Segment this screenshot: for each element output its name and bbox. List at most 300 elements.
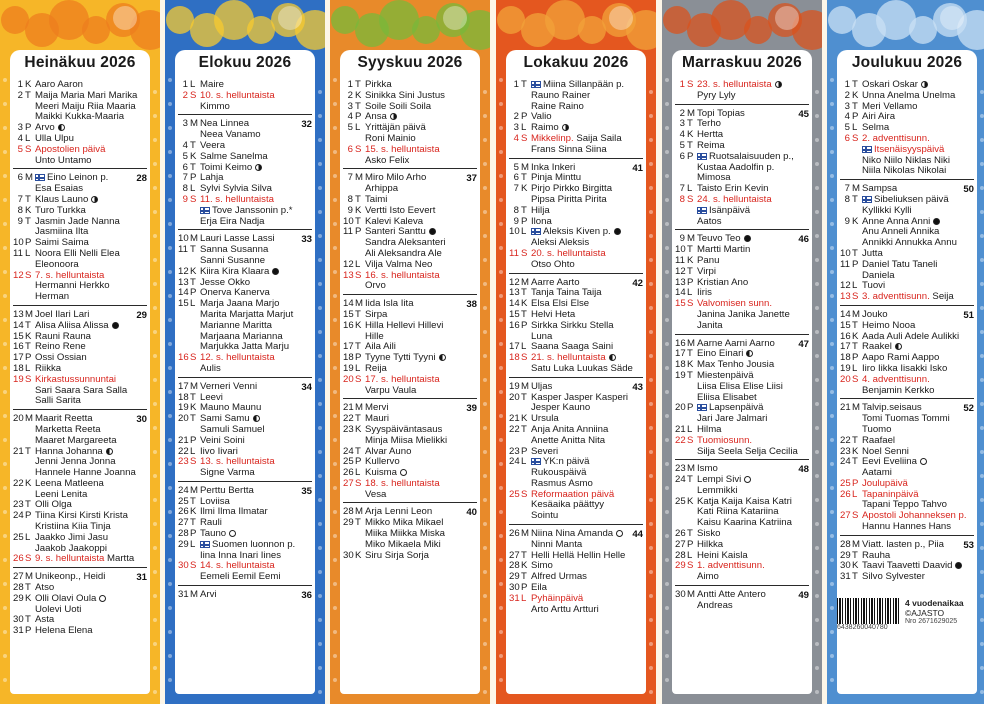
day-row	[178, 195, 312, 206]
name-text: Eino Einari	[697, 349, 744, 360]
name-day-text	[364, 342, 477, 353]
day-row	[13, 386, 147, 397]
decor-dot	[649, 642, 653, 646]
day-number: 7	[844, 183, 850, 195]
name-text: Kimmo	[200, 101, 230, 112]
day-row	[13, 217, 147, 228]
decor-dot	[499, 534, 503, 538]
weekday-letter: K	[521, 560, 528, 572]
decor-dot	[333, 174, 337, 178]
name-day-text	[364, 206, 477, 217]
name-text: Aarre Aarto	[531, 277, 580, 288]
weekday-letter: T	[687, 244, 693, 256]
week-block	[178, 234, 312, 377]
day-row	[178, 234, 312, 245]
decor-dot	[333, 318, 337, 322]
weekday-letter: K	[25, 330, 32, 342]
day-number: 4	[347, 111, 353, 123]
decor-dot	[153, 186, 157, 190]
decor-dot	[980, 402, 984, 406]
name-text: Aleksis Kiven p.	[543, 227, 611, 238]
decor-blob	[663, 6, 691, 34]
decor-dot	[665, 654, 669, 658]
day-number	[509, 145, 519, 156]
day-row	[675, 486, 809, 497]
decor-dot	[980, 522, 984, 526]
name-day-text	[696, 572, 809, 583]
decor-dot	[318, 138, 322, 142]
day-row	[675, 425, 809, 436]
name-text: Ansa	[365, 112, 387, 123]
name-day-text	[199, 119, 312, 130]
day-row	[675, 551, 809, 562]
moon-phase-half-icon	[775, 81, 782, 88]
decor-dot	[649, 546, 653, 550]
moon-phase-new-icon	[112, 322, 119, 329]
weekday-letter: T	[355, 215, 361, 227]
decor-dot	[830, 366, 834, 370]
name-text: 12. s. helluntaista	[200, 353, 275, 364]
decor-dot	[168, 510, 172, 514]
weekday-letter: L	[355, 467, 361, 479]
footer-row	[837, 598, 977, 631]
day-number: 28	[178, 528, 189, 540]
weekday-letter: M	[521, 380, 529, 392]
name-text: Olli Olga	[35, 500, 72, 511]
name-day-text	[861, 353, 974, 364]
day-row	[13, 447, 147, 458]
decor-dot	[815, 402, 819, 406]
weekday-letter	[519, 364, 530, 375]
day-row	[343, 112, 477, 123]
name-day-text	[696, 371, 809, 382]
name-text: Maija Maria Mari Marika	[35, 90, 138, 101]
decor-dot	[499, 414, 503, 418]
day-number: 10	[509, 226, 520, 238]
day-number	[509, 364, 519, 375]
name-day-text	[364, 436, 477, 447]
day-row	[343, 123, 477, 134]
name-day-text	[861, 540, 974, 551]
week-block	[13, 310, 147, 410]
day-number: 18	[675, 359, 686, 371]
decor-dot	[665, 102, 669, 106]
day-number	[840, 206, 850, 217]
day-row	[343, 479, 477, 490]
name-text: Valvomisen sunn.	[697, 299, 773, 310]
day-number: 16	[178, 352, 189, 364]
day-row	[13, 292, 147, 303]
decor-dot	[649, 426, 653, 430]
day-number: 4	[679, 129, 685, 141]
day-row	[840, 145, 974, 156]
day-row	[509, 278, 643, 289]
weekday-letter: M	[355, 298, 363, 310]
month-title: Elokuu 2026	[198, 54, 292, 71]
decor-dot	[153, 330, 157, 334]
name-text: Sari Saara Sara Salla	[35, 385, 128, 396]
weekday-letter: M	[852, 183, 860, 195]
day-row	[343, 227, 477, 238]
weekday-letter: T	[25, 341, 31, 353]
week-block	[840, 80, 974, 180]
decor-dot	[333, 126, 337, 130]
decor-dot	[980, 642, 984, 646]
day-row	[840, 522, 974, 533]
moon-phase-new-icon	[272, 268, 279, 275]
weekday-letter: T	[852, 79, 858, 90]
day-number: 24	[13, 510, 24, 522]
day-row	[840, 500, 974, 511]
name-day-text	[199, 403, 312, 414]
name-text: Santeri Santtu	[365, 227, 426, 238]
name-text: Alfred Urmas	[531, 572, 587, 583]
name-day-text	[199, 310, 312, 321]
name-day-text	[364, 551, 477, 562]
day-row	[675, 321, 809, 332]
weekday-letter: T	[355, 517, 361, 529]
weekday-letter: K	[25, 477, 32, 489]
weekday-letter: S	[355, 269, 362, 281]
day-number: 6	[844, 132, 850, 144]
weekday-letter: T	[521, 204, 527, 216]
day-row	[178, 436, 312, 447]
name-text: Jari Jare Jalmari	[697, 414, 768, 425]
decor-dot	[168, 126, 172, 130]
decor-dot	[153, 570, 157, 574]
name-day-text	[861, 206, 974, 217]
decor-dot	[153, 354, 157, 358]
day-number: 28	[13, 582, 24, 594]
name-day-text	[530, 278, 643, 289]
day-row	[509, 134, 643, 145]
day-row	[840, 457, 974, 468]
decor-dot	[333, 606, 337, 610]
decor-dot	[168, 558, 172, 562]
decor-dot	[499, 438, 503, 442]
day-row	[509, 145, 643, 156]
decor-dot	[649, 210, 653, 214]
decor-sun	[940, 6, 964, 30]
finnish-flag-icon	[35, 174, 45, 181]
day-row	[840, 342, 974, 353]
decor-dot	[499, 246, 503, 250]
day-row	[675, 80, 809, 91]
decor-dot	[649, 138, 653, 142]
name-text: Neea Vanamo	[200, 130, 261, 141]
day-number: 7	[182, 172, 188, 184]
decor-dot	[665, 78, 669, 82]
week-block	[509, 382, 643, 525]
weekday-letter: P	[190, 528, 197, 540]
day-number	[840, 386, 850, 397]
name-text: Pinja Minttu	[531, 173, 582, 184]
name-day-text	[696, 256, 809, 267]
day-row	[343, 403, 477, 414]
weekday-letter: M	[25, 571, 33, 583]
name-day-text	[34, 511, 147, 522]
decor-dot	[830, 510, 834, 514]
decor-dot	[153, 546, 157, 550]
day-row	[509, 529, 643, 540]
day-number: 5	[17, 143, 23, 155]
day-number	[675, 91, 685, 102]
weekday-letter: P	[687, 402, 694, 414]
weekday-letter: P	[687, 150, 694, 162]
name-day-text	[199, 572, 312, 583]
decor-dot	[318, 498, 322, 502]
weekday-letter: M	[190, 118, 198, 130]
day-number: 1	[844, 79, 850, 90]
day-row	[343, 260, 477, 271]
decor-dot	[665, 678, 669, 682]
week-block	[675, 80, 809, 105]
day-row	[178, 310, 312, 321]
day-number: 26	[509, 528, 520, 540]
finnish-flag-icon	[200, 541, 210, 548]
decor-dot	[318, 282, 322, 286]
decor-dot	[649, 522, 653, 526]
day-number: 29	[509, 571, 520, 583]
name-text: Andreas	[697, 600, 733, 611]
name-text: Syyspäiväntasaus	[365, 424, 443, 435]
decor-dot	[333, 246, 337, 250]
day-number: 20	[675, 402, 686, 414]
name-day-text	[530, 561, 643, 572]
name-day-text	[364, 271, 477, 282]
decor-dot	[483, 474, 487, 478]
day-row	[675, 507, 809, 518]
day-number: 27	[840, 510, 851, 522]
day-number: 24	[675, 474, 686, 486]
finnish-flag-icon	[531, 228, 541, 235]
moon-phase-new-icon	[744, 235, 751, 242]
name-day-text	[34, 145, 147, 156]
name-day-text	[861, 375, 974, 386]
decor-dot	[483, 378, 487, 382]
moon-phase-new-icon	[614, 228, 621, 235]
name-day-text	[34, 375, 147, 386]
barcode-number: 6438260040780	[837, 624, 888, 631]
name-day-text	[530, 540, 643, 551]
decor-dot	[318, 522, 322, 526]
name-text: Jouko	[862, 309, 888, 320]
weekday-letter	[519, 500, 530, 511]
day-row	[178, 590, 312, 601]
name-day-text	[199, 130, 312, 141]
weekday-letter	[188, 321, 199, 332]
day-row	[509, 468, 643, 479]
finnish-flag-icon	[531, 81, 541, 88]
day-row	[13, 544, 147, 555]
day-number: 18	[13, 362, 24, 374]
name-text: Uolevi Uoti	[35, 604, 82, 615]
decor-dot	[333, 654, 337, 658]
day-number: 27	[13, 571, 24, 583]
name-text: Tyyne Tytti Tyyni	[365, 353, 436, 364]
name-text: Jesper Kauno	[531, 403, 591, 414]
decor-blob	[82, 16, 110, 44]
day-row	[13, 206, 147, 217]
day-row	[675, 130, 809, 141]
day-row	[675, 173, 809, 184]
name-day-text	[861, 436, 974, 447]
name-text: Siru Sirja Sorja	[365, 550, 429, 561]
name-text: Turo Turkka	[35, 205, 86, 216]
weekday-letter: P	[521, 319, 528, 331]
weekday-letter: L	[355, 258, 361, 270]
weekday-letter: M	[25, 308, 33, 320]
name-text: Daniela	[862, 270, 895, 281]
name-text: Anne Anna Anni	[862, 216, 931, 227]
day-row	[13, 522, 147, 533]
decor-dot	[318, 618, 322, 622]
day-row	[509, 382, 643, 393]
day-row	[509, 260, 643, 271]
day-row	[13, 271, 147, 282]
name-text: Veini Soini	[200, 435, 245, 446]
weekday-letter: P	[25, 237, 32, 249]
name-text: Mauri	[365, 414, 389, 425]
name-day-text	[530, 511, 643, 522]
name-text: Kesäaika päättyy	[531, 500, 605, 511]
weekday-letter	[850, 386, 861, 397]
day-number: 16	[343, 319, 354, 331]
decor-dot	[649, 378, 653, 382]
name-text: Ninni Manta	[531, 539, 583, 550]
decor-dot	[499, 606, 503, 610]
decor-dot	[980, 546, 984, 550]
weekday-letter: S	[687, 434, 694, 446]
day-number	[840, 166, 850, 177]
decor-dot	[318, 570, 322, 574]
name-day-text	[530, 403, 643, 414]
name-day-text	[530, 80, 643, 91]
decor-dot	[830, 462, 834, 466]
weekday-letter	[685, 91, 696, 102]
name-day-text	[199, 342, 312, 353]
decor-dot	[153, 666, 157, 670]
weekday-letter: T	[521, 172, 527, 184]
finnish-flag-icon	[862, 196, 872, 203]
day-number: 12	[343, 258, 354, 270]
day-number: 25	[178, 495, 189, 507]
day-number: 17	[675, 348, 686, 360]
day-row	[840, 134, 974, 145]
day-number: 27	[343, 477, 354, 489]
weekday-letter: M	[852, 538, 860, 550]
day-row	[13, 583, 147, 594]
name-day-text	[34, 184, 147, 195]
month-strip-5	[662, 0, 822, 704]
name-text: Tanja Taina Taija	[531, 288, 602, 299]
day-number: 30	[509, 582, 520, 594]
day-number: 9	[17, 215, 23, 227]
decor-dot	[483, 186, 487, 190]
decor-dot	[168, 78, 172, 82]
name-day-text	[364, 80, 477, 91]
decor-dot	[830, 78, 834, 82]
name-text: Noora Elli Nelli Elea	[35, 248, 120, 259]
name-day-text	[696, 206, 809, 217]
decor-dot	[3, 174, 7, 178]
name-text: Taisto Erin Kevin	[697, 184, 769, 195]
day-row	[178, 299, 312, 310]
moon-phase-new-icon	[933, 218, 940, 225]
moon-phase-half-icon	[255, 164, 262, 171]
name-text: Martti Martin	[697, 245, 751, 256]
week-block	[13, 173, 147, 306]
decor-dot	[830, 126, 834, 130]
name-text: Tuomiosunn.	[697, 435, 753, 446]
day-row	[178, 382, 312, 393]
decor-dot	[168, 366, 172, 370]
day-number: 20	[509, 391, 520, 403]
name-day-text	[696, 601, 809, 612]
day-row	[509, 91, 643, 102]
day-row	[343, 91, 477, 102]
day-row	[509, 112, 643, 123]
weekday-letter: T	[687, 348, 693, 360]
name-suffix: Saija Saila	[573, 133, 622, 144]
day-number	[840, 227, 850, 238]
name-text: 18. s. helluntaista	[365, 478, 440, 489]
decor-dot	[499, 150, 503, 154]
day-number	[13, 457, 23, 468]
name-day-text	[34, 102, 147, 113]
decor-dot	[830, 558, 834, 562]
day-row	[13, 227, 147, 238]
decor-dot	[665, 630, 669, 634]
name-day-text	[861, 511, 974, 522]
product-name: 4 vuodenaikaa	[905, 598, 964, 608]
name-text: Kustaa Aadolfin p.	[697, 162, 775, 173]
decor-dot	[830, 270, 834, 274]
day-number: 21	[178, 434, 189, 446]
day-number: 2	[347, 89, 353, 101]
day-row	[675, 601, 809, 612]
decor-dot	[3, 534, 7, 538]
name-day-text	[530, 112, 643, 123]
weekday-letter: M	[521, 276, 529, 288]
weekday-letter: M	[852, 402, 860, 414]
name-day-text	[861, 102, 974, 113]
week-block	[675, 590, 809, 614]
day-number: 22	[675, 434, 686, 446]
week-block	[343, 299, 477, 399]
name-day-text	[199, 141, 312, 152]
name-text: Hilla Hellevi Hillevi	[365, 320, 444, 331]
weekday-letter: M	[190, 589, 198, 601]
name-text: Yrittäjän päivä	[365, 123, 426, 134]
decor-dot	[665, 486, 669, 490]
day-row	[343, 507, 477, 518]
weekday-letter: S	[355, 373, 362, 385]
day-number: 2	[844, 89, 850, 101]
day-row	[840, 166, 974, 177]
month-strip-1	[0, 0, 160, 704]
name-day-text	[199, 195, 312, 206]
finnish-flag-icon	[200, 207, 210, 214]
weekday-letter: K	[25, 592, 32, 604]
name-day-text	[530, 288, 643, 299]
name-day-text	[861, 217, 974, 228]
name-text: Valio	[531, 112, 552, 123]
weekday-letter: L	[521, 341, 527, 353]
name-text: Reformaation päivä	[531, 489, 615, 500]
name-text: Vilja Valma Neo	[365, 259, 433, 270]
decor-dot	[318, 690, 322, 694]
